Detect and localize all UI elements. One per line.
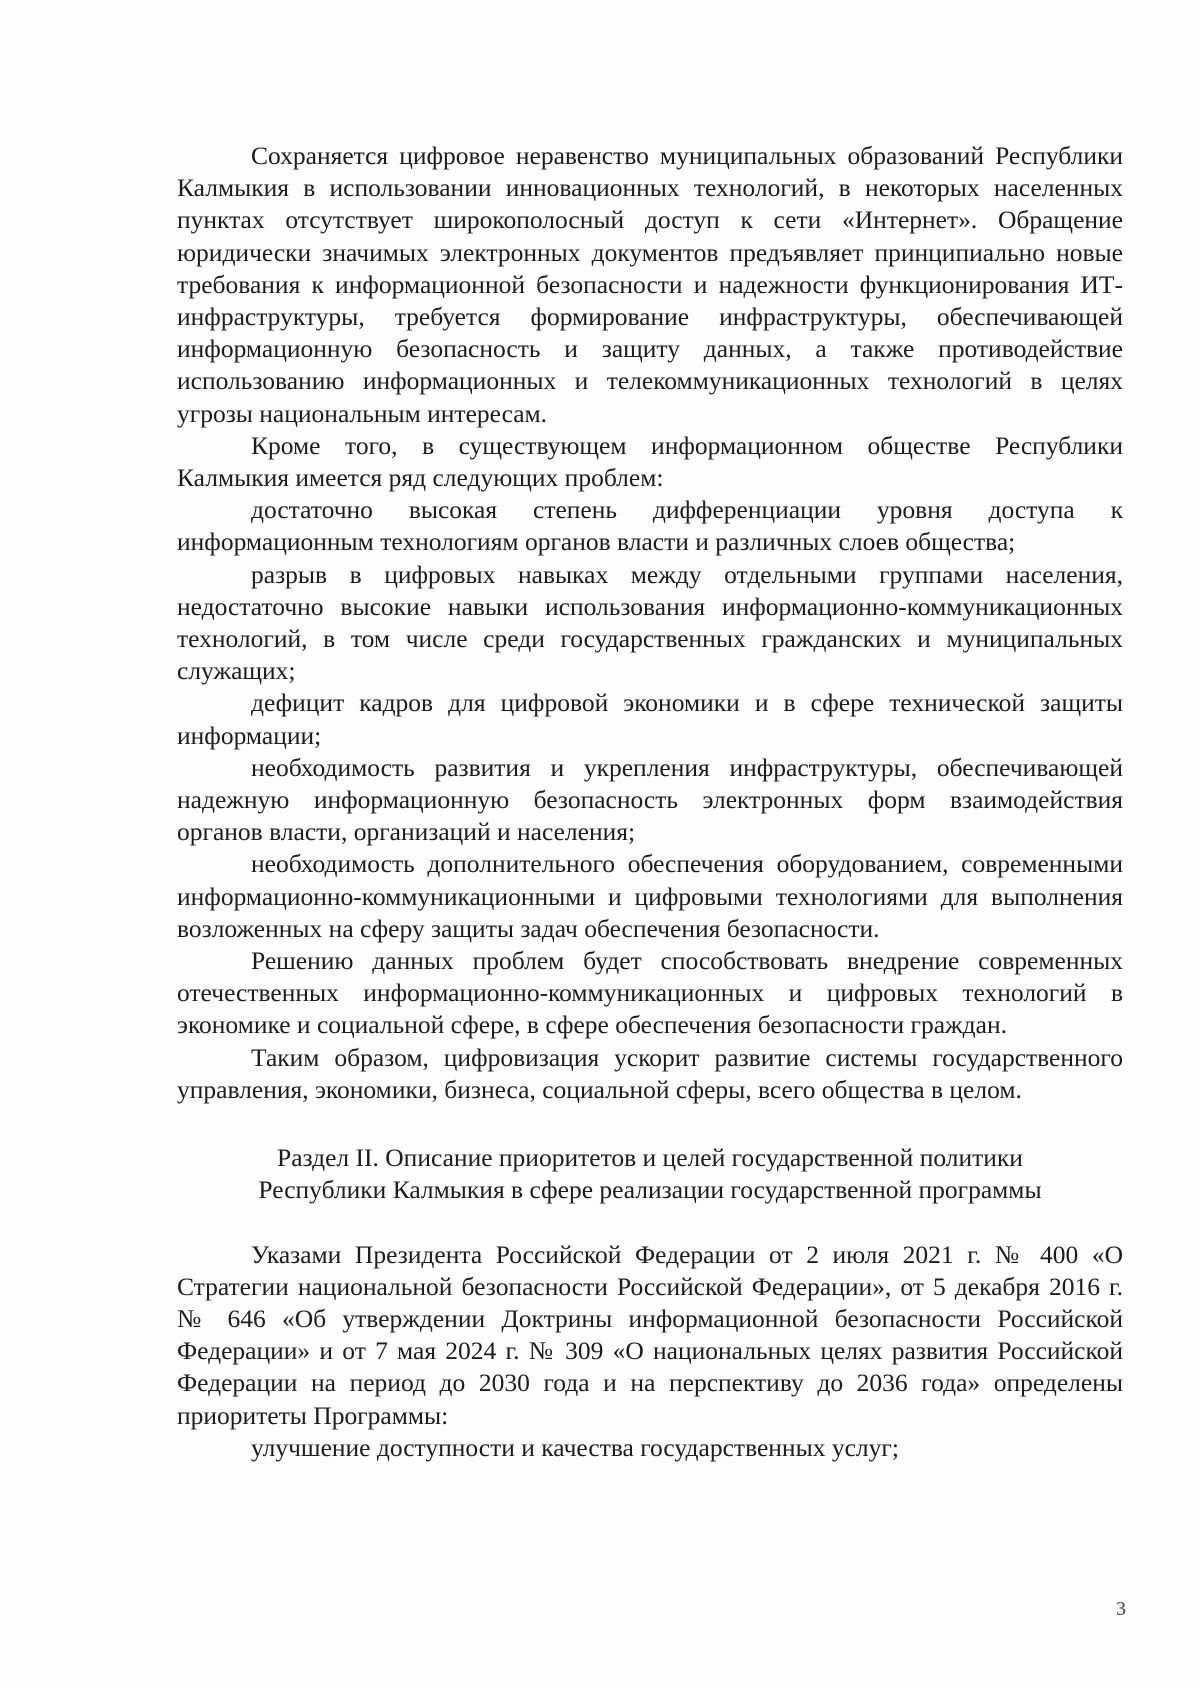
paragraph: Кроме того, в существующем информационном обществе Республики Калмыкия имеется ряд следующих проблем: (177, 430, 1123, 493)
page-number: 3 (1116, 1598, 1126, 1620)
list-item: разрыв в цифровых навыках между отдельными группами населения, недостаточно высокие навыки использования информационно-коммуникационных технологий, в том числе среди государственных гражданских и муниципальных служащих; (177, 559, 1123, 686)
list-item: необходимость развития и укрепления инфраструктуры, обеспечивающей надежную информационную безопасность электронных форм взаимодействия органов власти, организаций и населения; (177, 752, 1123, 847)
paragraph: Указами Президента Российской Федерации от 2 июля 2021 г. № 400 «О Стратегии национальной безопасности Российской Федерации», от 5 декабря 2016 г. № 646 «Об утверждении Доктрины информационной безопасности Российской Федерации» и от 7 мая 2024 г. № 309 «О национальных целях развития Российской Федерации на период до 2030 года и на перспективу до 2036 года» определены приоритеты Программы: (177, 1239, 1123, 1430)
paragraph: Сохраняется цифровое неравенство муниципальных образований Республики Калмыкия в использовании инновационных технологий, в некоторых населенных пунктах отсутствует широкополосный доступ к сети «Интернет». Обращение юридически значимых электронных документов предъявляет принципиально новые требования к информационной безопасности и надежности функционирования ИТ-инфраструктуры, требуется формирование инфраструктуры, обеспечивающей информационную безопасность и защиту данных, а также противодействие использованию информационных и телекоммуникационных технологий в целях угрозы национальным интересам. (177, 141, 1123, 428)
paragraph: Таким образом, цифровизация ускорит развитие системы государственного управления, экономики, бизнеса, социальной сферы, всего общества в целом. (177, 1042, 1123, 1104)
paragraph: Решению данных проблем будет способствовать внедрение современных отечественных информационно-коммуникационных и цифровых технологий в экономике и социальной сфере, в сфере обеспечения безопасности граждан. (177, 946, 1123, 1040)
list-item: достаточно высокая степень дифференциации уровня доступа к информационным технологиям органов власти и различных слоев общества; (177, 495, 1123, 557)
list-item: дефицит кадров для цифровой экономики и в сфере технической защиты информации; (177, 688, 1123, 750)
list-item: улучшение доступности и качества государственных услуг; (251, 1432, 899, 1462)
section-heading-line: Республики Калмыкия в сфере реализации государственной программы (258, 1175, 1042, 1205)
section-heading-line: Раздел II. Описание приоритетов и целей государственной политики (277, 1143, 1023, 1173)
list-item: необходимость дополнительного обеспечения оборудованием, современными информационно-коммуникационными и цифровыми технологиями для выполнения возложенных на сферу защиты задач обеспечения безопасности. (177, 849, 1123, 943)
document-body (177, 140, 1123, 1464)
section-heading (177, 1142, 1123, 1206)
